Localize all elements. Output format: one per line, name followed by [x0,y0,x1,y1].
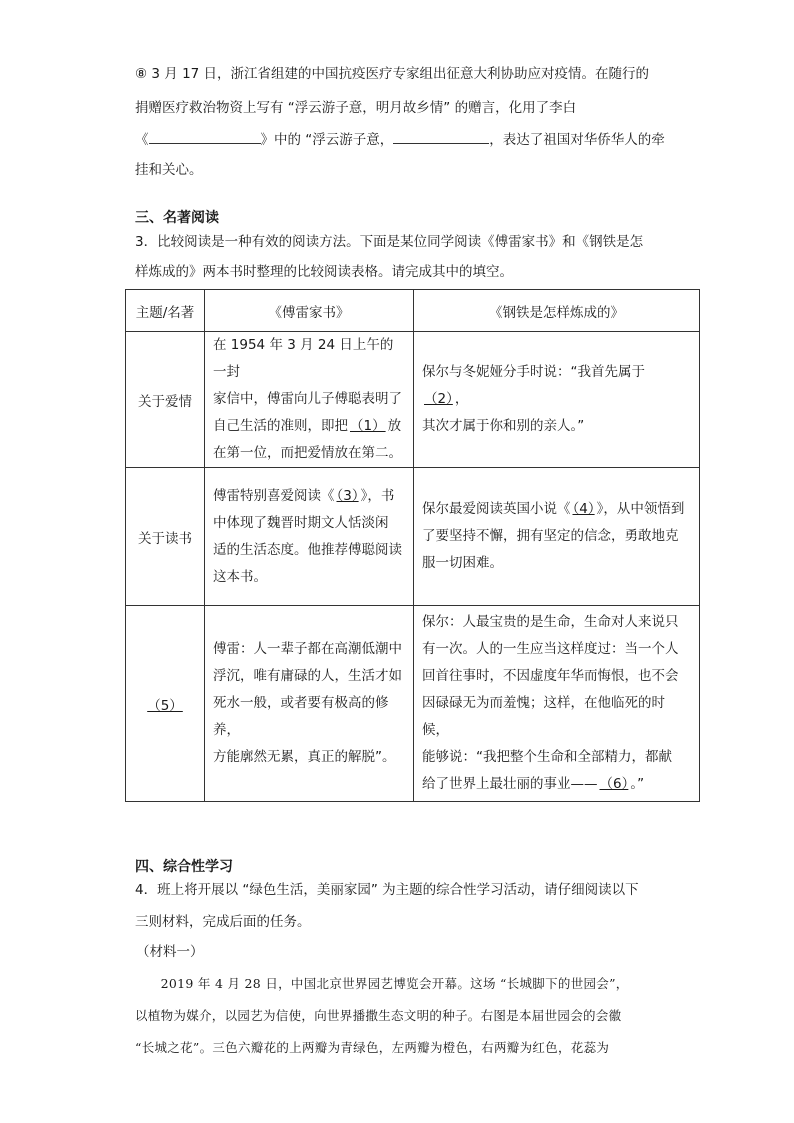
text-span: 》，从中领悟到 [596,501,685,517]
text-span: ， [454,391,469,407]
reading-steel-text [422,496,691,577]
question-3-intro-line-1: 3．比较阅读是一种有效的阅读方法。下面是某位同学阅读《傅雷家书》和《钢铁是怎 [135,234,644,250]
poem-line-blank[interactable] [393,128,489,144]
answer-blank-4[interactable]: （4） [572,501,595,517]
question-8-line-1: ⑧ 3 月 17 日，浙江省组建的中国抗疫医疗专家组出征意大利协助应对疫情。在随行的 [135,66,650,82]
text-span: 死水一般，或者要有极高的修养， [213,695,389,738]
material-line: 以植物为媒介，以园艺为信使，向世界播撒生态文明的种子。右图是本届世园会的会徽 [135,1008,622,1023]
text-span: 在第一位，而把爱情放在第二。 [213,445,402,461]
poem-quote-text: 》中的 “浮云游子意， [260,132,394,148]
answer-blank-1[interactable]: （1） [350,418,386,434]
theme-reading: 关于读书 [126,468,205,606]
text-span: 》，书 [360,487,395,504]
question-8-line-3 [135,128,665,150]
love-steel-cell [414,332,700,468]
text-span: 傅雷特别喜爱阅读《 [213,487,335,504]
text-span: 能够说：“我把整个生命和全部精力，都献 [422,749,672,765]
question-4-intro-line-2: 三则材料，完成后面的任务。 [135,914,311,930]
material-line: “长城之花”。三色六瓣花的上两瓣为青绿色，左两瓣为橙色，右两瓣为红色，花蕊为 [135,1040,610,1055]
book-title-open: 《 [135,132,149,148]
text-span: 保尔最爱阅读英国小说《 [422,501,571,517]
text-span: 了要坚持不懈，拥有坚定的信念，勇敢地克 [422,528,679,544]
life-steel-text [422,609,691,798]
section-4-heading: 四、综合性学习 [135,859,233,875]
table-header-row [126,290,700,332]
life-fulei-text [213,636,405,771]
text-span: 适的生活态度。他推荐傅聪阅读 [213,541,402,558]
header-fulei: 《傅雷家书》 [205,290,414,332]
text-span: 其次才属于你和别的亲人。” [422,418,585,434]
section-3-heading: 三、名著阅读 [135,210,219,226]
text-span: 自己生活的准则，即把 [213,418,348,434]
text-span: 中体现了魏晋时期文人恬淡闲 [213,514,389,531]
answer-blank-6[interactable]: （6） [599,776,629,792]
poem-title-blank[interactable] [149,128,261,144]
text-span: 傅雷：人一辈子都在高潮低潮中 [213,641,402,657]
table-row [126,468,700,606]
table-row [126,606,700,802]
reading-steel-cell [414,468,700,606]
text-span: 这本书。 [213,568,267,585]
text-span: 在 1954 年 3 月 24 日上午的一封 [213,337,394,380]
text-span: 方能廓然无累，真正的解脱”。 [213,749,396,765]
text-span: 放 [387,418,402,434]
poem-line-suffix: ，表达了祖国对华侨华人的牵 [489,132,665,148]
table-row [126,332,700,468]
material-line: 2019 年 4 月 28 日，中国北京世界园艺博览会开幕。这场 “长城脚下的世园会”， [135,976,629,991]
question-8-line-4: 挂和关心。 [135,162,203,178]
theme-love: 关于爱情 [126,332,205,468]
text-span: 保尔：人最宝贵的是生命，生命对人来说只 [422,614,679,630]
love-steel-text [422,359,691,440]
life-fulei-cell [205,606,414,802]
question-3-intro-line-2: 样炼成的》两本书时整理的比较阅读表格。请完成其中的填空。 [135,264,513,280]
love-fulei-text [213,332,405,467]
text-span: 有一次。人的一生应当这样度过：当一个人 [422,641,679,657]
reading-fulei-text [213,483,405,591]
text-span: 保尔与冬妮娅分手时说：“我首先属于 [422,364,645,380]
answer-blank-5[interactable]: （5） [147,697,183,714]
text-span: 浮沉，唯有庸碌的人，生活才如 [213,668,402,684]
material-1-label: （材料一） [136,944,204,960]
text-span: 给了世界上最壮丽的事业—— [422,776,598,792]
reading-fulei-cell [205,468,414,606]
question-4-intro-line-1: 4．班上将开展以 “绿色生活，美丽家园” 为主题的综合性学习活动，请仔细阅读以下 [135,882,639,898]
theme-5-cell [126,606,205,802]
text-span: 回首往事时，不因虚度年华而悔恨，也不会 [422,668,679,684]
question-8-line-2: 捐赠医疗救治物资上写有 “浮云游子意，明月故乡情” 的赠言，化用了李白 [135,100,577,116]
text-span: 家信中，傅雷向儿子傅聪表明了 [213,391,402,407]
text-span: 因碌碌无为而羞愧；这样，在他临死的时候， [422,695,665,738]
answer-blank-3[interactable]: （3） [336,487,359,504]
love-fulei-cell [205,332,414,468]
comparison-table [125,289,700,802]
text-span: 。” [630,776,645,792]
header-theme: 主题/名著 [126,290,205,332]
answer-blank-2[interactable]: （2） [424,391,453,407]
life-steel-cell [414,606,700,802]
text-span: 服一切困难。 [422,555,503,571]
header-steel: 《钢铁是怎样炼成的》 [414,290,700,332]
